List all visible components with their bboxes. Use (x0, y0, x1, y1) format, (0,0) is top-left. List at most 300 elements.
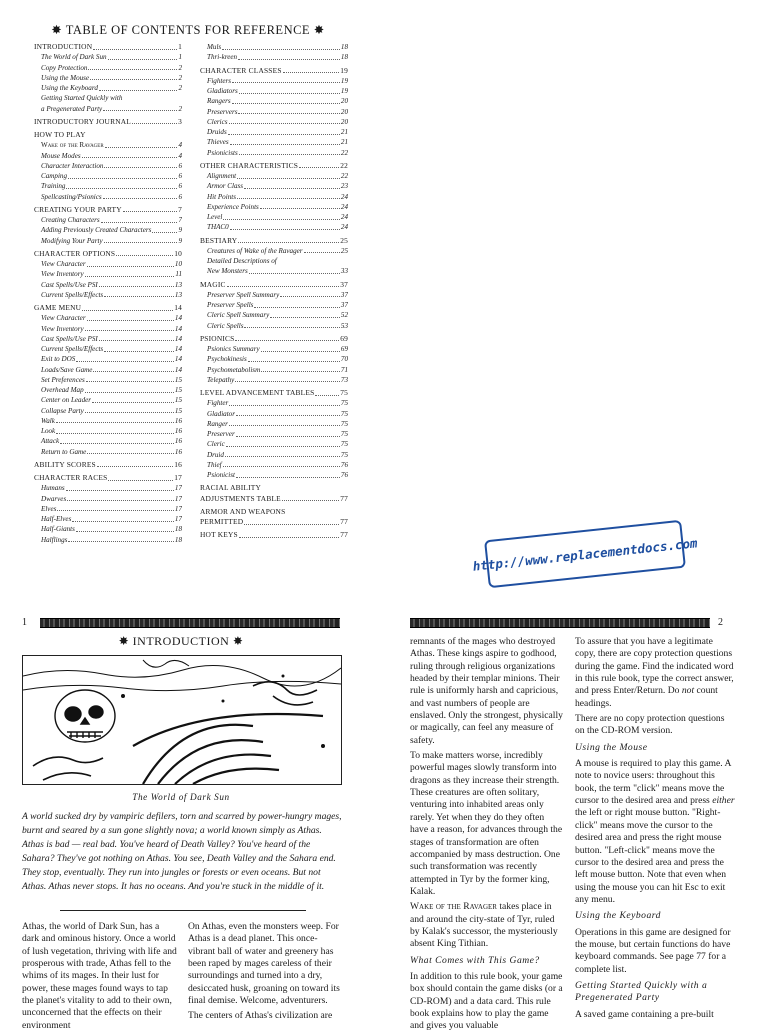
toc-entry (34, 375, 182, 385)
toc-entry-title: Cleric (207, 440, 225, 449)
dot-leader (105, 140, 178, 148)
toc-entry (34, 324, 182, 334)
toc-page-number: 22 (340, 160, 348, 170)
toc-entry-title: ARMOR AND WEAPONS (200, 506, 286, 516)
dot-leader (104, 290, 174, 298)
toc-entry (200, 334, 348, 344)
toc-page-number: 22 (340, 172, 348, 180)
toc-entry-title: Collapse Party (41, 406, 84, 415)
dot-leader (103, 104, 177, 112)
toc-entry (200, 171, 348, 181)
toc-entry (200, 290, 348, 300)
toc-entry-title: LEVEL ADVANCEMENT TABLES (200, 388, 315, 397)
toc-entry (200, 375, 348, 385)
toc-page-number: 73 (340, 375, 348, 384)
dot-leader (132, 117, 177, 125)
toc-entry-title: View Inventory (41, 324, 84, 333)
toc-entry (34, 280, 182, 290)
dot-leader (239, 530, 339, 538)
subheading: Getting Started Quickly with a Pregenerated Party (575, 979, 708, 1004)
toc-entry-title: Thief (207, 460, 222, 469)
dot-leader (235, 334, 339, 342)
toc-entry-title: HOT KEYS (200, 530, 238, 540)
toc-entry (34, 104, 182, 114)
dot-leader (116, 249, 173, 257)
section-heading: ✸ INTRODUCTION ✸ (118, 634, 244, 648)
toc-page-number: 6 (178, 161, 182, 170)
toc-page-number: 17 (174, 494, 182, 503)
dot-leader (66, 181, 177, 189)
toc-entry (34, 416, 182, 426)
toc-entry-title: Preservers (207, 107, 238, 116)
dot-leader (238, 107, 339, 115)
toc-page-number: 6 (178, 192, 182, 201)
toc-entry (200, 517, 348, 527)
dot-leader (87, 447, 174, 455)
page-number-right: 2 (718, 617, 723, 628)
toc-entry (200, 419, 348, 429)
toc-page-number: 24 (340, 213, 348, 221)
dot-leader (101, 215, 178, 223)
toc-entry (200, 280, 348, 290)
dot-leader (304, 246, 340, 254)
toc-entry (200, 236, 348, 246)
paragraph: Athas, the world of Dark Sun, has a dark and ominous history. Once a world of lush vegetation, thriving with life and prosperous with trade, Athas fell to the whims of its mages. In their lust for power, these mages found ways to tap the planet's vitality to add to their own, unconcerned that the effects on their environment (22, 921, 177, 1031)
toc-entry (34, 504, 182, 514)
toc-entry-title: Current Spells/Effects (41, 345, 104, 353)
dark-sun-illustration (22, 655, 342, 785)
toc-entry-title: Cleric Spells (207, 321, 244, 330)
paragraph: remnants of the mages who destroyed Athas. These kings aspire to godhood, ruling through religious organizations headed by their templar minions. Their rule is uniformly harsh and capricious, and vast numbers of people are enslaved. Only the strongest, physically or magically, can feel any measure of safety. (410, 636, 563, 746)
toc-page-number: 77 (340, 517, 348, 526)
toc-entry (200, 76, 348, 86)
dot-leader (82, 303, 173, 311)
dot-leader (236, 429, 340, 437)
toc-entry (200, 470, 348, 480)
dot-leader (228, 127, 340, 135)
dot-leader (230, 137, 340, 145)
toc-entry (200, 96, 348, 106)
dot-leader (282, 494, 339, 502)
toc-entry-title: CREATING YOUR PARTY (34, 204, 122, 214)
body-column-1 (22, 921, 178, 1035)
toc-entry-title: Cast Spells/Use PSI (41, 280, 98, 289)
dot-leader (85, 385, 174, 393)
toc-page-number: 2 (178, 84, 182, 92)
toc-entry (34, 73, 182, 83)
toc-entry-title: ADJUSTMENTS TABLE (200, 493, 281, 503)
bullet-icon: ✸ (313, 23, 325, 37)
dot-leader (88, 63, 177, 71)
toc-entry (34, 385, 182, 395)
toc-entry-title: Psionicist (207, 471, 235, 479)
dot-leader (108, 473, 173, 481)
toc-entry-title: Training (41, 182, 66, 191)
toc-page-number: 17 (174, 473, 182, 482)
dot-leader (67, 494, 174, 502)
dot-leader (68, 535, 173, 543)
toc-entry-title: Creatures of Wake of the Ravager (207, 246, 303, 255)
toc-entry-title: MAGIC (200, 279, 226, 289)
toc-entry (34, 514, 182, 524)
paragraph: In addition to this rule book, your game box should contain the game disks (or a CD-ROM) and a data card. This rule book explains how to play the game and gives you valuable (410, 970, 563, 1032)
toc-entry-title: Ranger (207, 419, 228, 428)
toc-entry (200, 300, 348, 310)
toc-column-right (200, 42, 348, 541)
toc-page-number: 14 (174, 324, 182, 333)
toc-entry (200, 127, 348, 137)
toc-page-number: 19 (340, 76, 348, 85)
toc-page-number: 75 (340, 409, 348, 418)
toc-page-number: 11 (175, 270, 182, 279)
bullet-icon: ✸ (51, 23, 63, 37)
paragraph: To assure that you have a legitimate copy, there are copy protection questions during the game. Find the indicated word in this rule book, type the correct answer, and press Enter/Return. Do not count headings. (575, 636, 734, 709)
toc-entry (34, 524, 182, 534)
dot-leader (99, 334, 174, 342)
dot-leader (315, 388, 339, 396)
toc-page-number: 1 (178, 42, 182, 51)
toc-entry-title: Psionics Summary (207, 345, 260, 353)
toc-entry-title: Adding Previously Created Characters (41, 226, 152, 235)
toc-entry (34, 140, 182, 150)
dot-leader (232, 96, 340, 104)
toc-entry-title: Current Spells/Effects (41, 290, 104, 299)
toc-entry-title: Character Interaction (41, 161, 104, 170)
dot-leader (85, 406, 174, 414)
toc-entry (200, 202, 348, 212)
dot-leader (237, 171, 340, 179)
toc-page-number: 20 (340, 97, 348, 106)
toc-page-number: 25 (340, 246, 348, 255)
dot-leader (244, 321, 339, 329)
toc-page-number: 20 (340, 107, 348, 116)
illustration-caption: The World of Dark Sun (132, 792, 230, 802)
toc-page-number: 6 (178, 182, 182, 191)
toc-entry (34, 259, 182, 269)
game-title: Wake of the Ravager (410, 901, 497, 913)
dot-leader (66, 483, 174, 491)
toc-entry (200, 212, 348, 222)
toc-page-number: 17 (174, 504, 182, 513)
toc-page-number: 75 (340, 388, 348, 397)
toc-entry (200, 246, 348, 256)
toc-page-number: 7 (178, 216, 182, 224)
toc-entry (200, 52, 348, 62)
toc-entry (34, 535, 182, 545)
toc-entry (34, 83, 182, 93)
toc-page-number: 2 (178, 104, 182, 113)
subheading: Using the Keyboard (575, 910, 661, 922)
toc-entry-title: View Inventory (41, 270, 84, 279)
toc-page-number: 20 (340, 117, 348, 126)
toc-entry-title: Cleric Spell Summary (207, 311, 270, 320)
toc-entry-title: Thri-kreen (207, 53, 238, 62)
toc-page-number: 70 (340, 355, 348, 364)
page-band-left (40, 618, 340, 628)
toc-page-number: 3 (178, 116, 182, 126)
toc-entry-title: GAME MENU (34, 303, 82, 312)
dot-leader (236, 470, 340, 478)
toc-entry-title: Walk (41, 416, 55, 425)
dot-leader (87, 259, 174, 267)
toc-entry-title: INTRODUCTION (34, 42, 93, 51)
toc-entry-title: Muls (207, 43, 222, 51)
toc-page-number: 2 (178, 73, 182, 82)
dot-leader (299, 161, 339, 169)
toc-entry-title: The World of Dark Sun (41, 53, 107, 62)
dot-leader (123, 205, 177, 213)
toc-page-number: 22 (340, 148, 348, 157)
dot-leader (226, 439, 340, 447)
toc-entry (200, 86, 348, 96)
toc-page-number: 7 (178, 204, 182, 214)
dot-leader (230, 222, 340, 230)
toc-entry (200, 507, 348, 517)
toc-entry-title: CHARACTER OPTIONS (34, 248, 116, 258)
toc-page-number: 37 (340, 301, 348, 309)
toc-entry (200, 494, 348, 504)
toc-entry (34, 473, 182, 483)
toc-entry-title: INTRODUCTORY JOURNAL (34, 116, 132, 126)
toc-page-number: 76 (340, 460, 348, 469)
dot-leader (56, 416, 174, 424)
toc-page-number: 14 (174, 345, 182, 353)
toc-entry (200, 344, 348, 354)
toc-entry (34, 344, 182, 354)
paragraph: To make matters worse, incredibly powerful mages slowly transform into dragons as they increase their strength. These creatures are often solitary, venturing into inhabited areas only rarely. Yet when they do they often have a reason, for advances through the stages of transformation are often accompanied by mass destruction. One such transformation was recently attempted in Tyr by the former king, Kalak. (410, 750, 563, 897)
toc-entry (34, 436, 182, 446)
dot-leader (238, 236, 339, 244)
toc-entry (34, 52, 182, 62)
toc-page-number: 9 (178, 236, 182, 245)
toc-page-number: 15 (174, 396, 182, 405)
toc-entry (34, 313, 182, 323)
paragraph: Operations in this game are designed for the mouse, but certain functions do have keyboard commands. See page 77 for a complete list. (575, 926, 731, 975)
toc-page-number: 77 (340, 530, 348, 540)
toc-entry-title: CHARACTER CLASSES (200, 65, 282, 75)
toc-entry (200, 107, 348, 117)
toc-entry (34, 225, 182, 235)
toc-page-number: 75 (340, 450, 348, 459)
body-column-2 (188, 921, 344, 1026)
toc-entry-title: Using the Mouse (41, 73, 90, 82)
toc-entry-title: Rangers (207, 97, 231, 106)
toc-page-number: 4 (178, 151, 182, 160)
toc-page-number: 16 (174, 437, 182, 446)
dot-leader (108, 52, 178, 60)
toc-entry-title: Psychometabolism (207, 365, 261, 374)
toc-entry (200, 409, 348, 419)
toc-page-number: 24 (340, 202, 348, 211)
dot-leader (85, 269, 175, 277)
toc-page-number: 10 (174, 260, 182, 268)
toc-entry (34, 365, 182, 375)
paragraph: The centers of Athas's civilization are (188, 1010, 333, 1022)
toc-page-number: 69 (340, 333, 348, 343)
toc-entry (34, 181, 182, 191)
toc-entry (34, 290, 182, 300)
toc-page-number: 23 (340, 182, 348, 191)
toc-entry (34, 192, 182, 202)
toc-entry (200, 117, 348, 127)
page-number-left: 1 (22, 617, 27, 628)
dot-leader (72, 514, 174, 522)
toc-page-number: 76 (340, 471, 348, 479)
paragraph: A mouse is required to play this game. A note to novice users: throughout this book, the term "click" means move the cursor to the desired area and press either the left or right mouse button. "Right-click" means move the cursor to the desired area and press the right mouse button. "Left-click" means move the cursor to the desired area and press the left mouse button. Note that even when using the mouse you can hit Esc to exit any menu. (575, 758, 735, 905)
dot-leader (223, 460, 340, 468)
toc-entry (200, 450, 348, 460)
toc-entry (200, 66, 348, 76)
dot-leader (86, 375, 174, 383)
toc-entry-title: Half-Giants (41, 525, 75, 534)
toc-page-number: 16 (174, 427, 182, 435)
toc-entry (200, 365, 348, 375)
toc-entry (34, 205, 182, 215)
dot-leader (249, 266, 340, 274)
toc-entry (34, 406, 182, 416)
dot-leader (68, 171, 177, 179)
skeleton-illustration-icon (23, 656, 341, 784)
toc-entry-title: ABILITY SCORES (34, 459, 96, 469)
toc-entry-title: Exit to DOS (41, 355, 76, 364)
toc-entry-title: View Character (41, 314, 86, 323)
toc-page-number: 33 (340, 267, 348, 276)
toc-page-number: 75 (340, 399, 348, 408)
toc-entry-title: New Monsters (207, 267, 248, 276)
toc-entry-title: BESTIARY (200, 235, 238, 245)
toc-entry-title: Preserver Spells (207, 301, 254, 309)
toc-entry-title: Hit Points (207, 192, 236, 201)
paragraph: Wake of the Ravager takes place in and around the city-state of Tyr, ruled by Kalak's successor, the mysteriously absent King Tithian. (410, 901, 558, 950)
toc-page-number: 24 (340, 192, 348, 201)
toc-entry-title: Humans (41, 484, 65, 493)
dot-leader (239, 148, 340, 156)
toc-entry (34, 303, 182, 313)
dot-leader (93, 365, 173, 373)
toc-entry-title: Half-Elves (41, 515, 72, 523)
dot-leader (237, 192, 340, 200)
toc-page-number: 2 (178, 63, 182, 72)
toc-entry (200, 354, 348, 364)
page-band-right (410, 618, 710, 628)
toc-entry-title: Return to Game (41, 447, 87, 456)
toc-page-number: 77 (340, 493, 348, 503)
toc-entry-title: Overhead Map (41, 386, 84, 394)
toc-page-number: 18 (174, 525, 182, 534)
dot-leader (238, 52, 340, 60)
dot-leader (56, 426, 174, 434)
toc-page-number: 18 (340, 43, 348, 51)
dot-leader (60, 436, 174, 444)
toc-entry-title: Modifying Your Party (41, 236, 103, 245)
bullet-icon: ✸ (118, 634, 130, 648)
dot-leader (222, 42, 340, 50)
toc-entry (34, 151, 182, 161)
toc-entry-title: Clerics (207, 117, 228, 126)
toc-column-left (34, 42, 182, 545)
toc-entry (200, 388, 348, 398)
toc-entry (200, 181, 348, 191)
toc-page-number: 37 (340, 290, 348, 299)
toc-entry (200, 398, 348, 408)
toc-entry (200, 310, 348, 320)
toc-entry-title: Halflings (41, 535, 68, 544)
toc-page-number: 18 (340, 53, 348, 62)
dot-leader (82, 151, 178, 159)
toc-page-number: 15 (174, 375, 182, 384)
toc-entry-title: Psionicists (207, 148, 238, 157)
toc-page-number: 16 (174, 459, 182, 469)
toc-entry (34, 395, 182, 405)
toc-entry-title: Using the Keyboard (41, 84, 98, 92)
toc-entry (34, 171, 182, 181)
dot-leader (90, 73, 177, 81)
dot-leader (260, 202, 340, 210)
toc-page-number: 14 (174, 365, 182, 374)
toc-entry (34, 93, 182, 103)
dot-leader (103, 192, 178, 200)
toc-page-number: 13 (174, 280, 182, 289)
toc-page-number: 15 (174, 386, 182, 394)
toc-page-number: 4 (178, 141, 182, 150)
toc-entry (200, 148, 348, 158)
toc-title: ✸ TABLE OF CONTENTS FOR REFERENCE ✸ (51, 23, 325, 37)
toc-page-number: 19 (340, 65, 348, 75)
toc-entry (34, 236, 182, 246)
toc-entry (34, 130, 182, 140)
toc-entry-title: Getting Started Quickly with (41, 94, 123, 103)
replacementdocs-link[interactable] (471, 520, 699, 588)
toc-entry-title: Mouse Modes (41, 151, 81, 160)
toc-page-number: 19 (340, 87, 348, 95)
toc-entry-title: PSIONICS (200, 333, 235, 343)
toc-page-number: 25 (340, 235, 348, 245)
toc-entry (200, 460, 348, 470)
dot-leader (261, 344, 340, 352)
dot-leader (235, 375, 340, 383)
dot-leader (227, 280, 340, 288)
intro-italic-text: A world sucked dry by vampiric defilers, torn and scarred by power-hungry mages, burnt and seared by a sun gone slightly nova; a world known simply as Athas. Athas is bad — real bad. You've heard of Death Valley? You've heard of the Sahara? They've got nothing on Athas. You see, Death Valley and the Sahara end. They stop, eventually. They run into jungles or forests or even oceans. But not Athas. Athas never stops. It has no oceans. And you're stuck in the middle of it. (22, 811, 342, 893)
toc-entry (34, 63, 182, 73)
dot-leader (93, 42, 177, 50)
dot-leader (225, 450, 340, 458)
toc-entry (200, 256, 348, 266)
toc-entry-title: Loads/Save Game (41, 365, 93, 374)
toc-entry-title: Telepathy (207, 375, 235, 384)
dot-leader (280, 290, 340, 298)
toc-entry-title: View Character (41, 260, 86, 268)
paragraph: There are no copy protection questions on the CD-ROM version. (575, 713, 725, 737)
dot-leader (76, 354, 174, 362)
toc-page-number: 53 (340, 321, 348, 330)
toc-page-number: 14 (174, 303, 182, 312)
toc-entry-title: Wake of the Ravager (41, 141, 104, 150)
toc-page-number: 75 (340, 430, 348, 438)
dot-leader (104, 236, 178, 244)
paragraph: On Athas, even the monsters weep. For Athas is a dead planet. This once-vibrant ball of water and greenery has been raped by mages careless of their surroundings and turned into a dry, desiccated husk, groaning on toward its final demise. Welcome, adventurers. (188, 921, 340, 1007)
toc-entry-title: HOW TO PLAY (34, 130, 86, 139)
toc-entry (200, 192, 348, 202)
toc-page-number: 14 (174, 314, 182, 323)
dot-leader (254, 300, 339, 308)
toc-page-number: 18 (174, 535, 182, 544)
toc-entry-title: Experience Points (207, 202, 259, 211)
toc-entry-title: Psychokinesis (207, 355, 247, 364)
toc-entry (34, 494, 182, 504)
toc-entry-title: a Pregenerated Party (41, 104, 103, 113)
toc-entry (34, 447, 182, 457)
dot-leader (244, 517, 339, 525)
